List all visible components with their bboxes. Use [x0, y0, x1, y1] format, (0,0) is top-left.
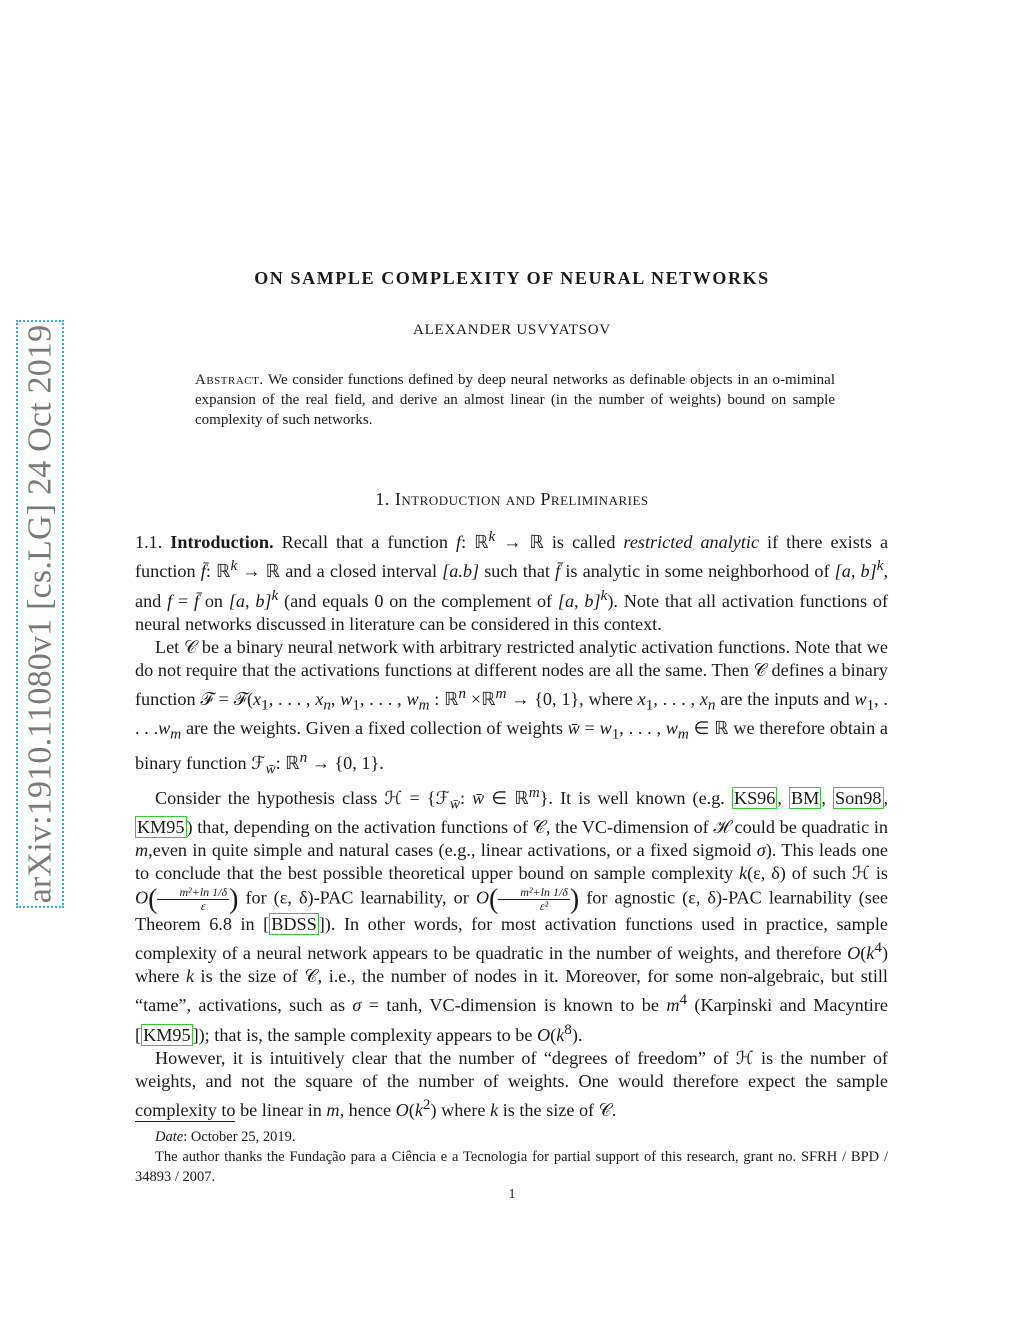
text-run: on — [199, 590, 229, 611]
text-run: → ℝ and a closed interval — [237, 561, 443, 582]
math-sub: 1 — [261, 697, 269, 715]
math-sup: k — [230, 557, 238, 575]
citation-link[interactable]: KM95 — [137, 816, 185, 837]
abstract-text: We consider functions defined by deep neural networks as definable objects in an o-miminal expansion of the real field, and derive an almost linear (in the number of weights) bound on sample complexity of such networks. — [195, 372, 835, 428]
math: k — [866, 942, 875, 963]
math: m — [326, 1100, 340, 1121]
text-run: ∈ ℝ we therefore obtain a binary function ℱ — [135, 718, 889, 774]
text-run: , — [330, 689, 341, 710]
text-run: ) that, depending on the activation functions of 𝒞, the VC-dimension of ℋ could be quadratic in — [186, 816, 888, 837]
text-run: (ε, δ) — [747, 863, 786, 884]
section-title: 1. Introduction and Preliminaries — [375, 489, 649, 509]
text-run: ) where — [135, 942, 888, 987]
date-label: Date — [155, 1129, 184, 1145]
math: O — [135, 887, 149, 908]
math: O — [475, 887, 489, 908]
text-run: ( — [550, 1024, 557, 1045]
text-run: where — [583, 689, 638, 710]
math: w̄ — [567, 718, 580, 739]
math: m — [666, 995, 680, 1016]
text-run: , — [883, 788, 889, 809]
subsection-number: 1.1. — [135, 532, 163, 553]
fraction — [498, 886, 570, 913]
fraction-denominator: ε — [200, 898, 206, 913]
right-paren: ) — [569, 883, 580, 915]
math-sup: n — [458, 685, 467, 703]
paper-title: ON SAMPLE COMPLEXITY OF NEURAL NETWORKS — [254, 268, 770, 288]
text-run: (Karpinski and Macyntire [ — [135, 995, 888, 1045]
math: f̄ — [193, 590, 200, 611]
text-run: → {0, 1}, — [506, 689, 584, 710]
paragraph-1 — [135, 525, 888, 636]
text-run: = — [172, 590, 194, 611]
paragraph-4 — [135, 1047, 888, 1123]
text-run: , . . . , — [268, 689, 316, 710]
footnote-rule — [135, 1121, 235, 1122]
left-paren: ( — [148, 883, 158, 915]
math: w — [406, 689, 419, 710]
math: m — [135, 840, 149, 861]
text-run: ]). In other words, for most activation functions used in practice, sample complexity of a neural network appears to be quadratic in the number of weights, and therefore — [135, 913, 888, 963]
text-run: for (ε, δ)-PAC learnability, or — [238, 887, 476, 908]
math: x — [253, 689, 262, 710]
fraction-numerator: m²+ln 1/δ — [157, 886, 229, 900]
arxiv-id: arXiv:1910.11080v1 [cs.LG] 24 Oct 2019 — [21, 324, 59, 904]
math: x — [637, 689, 646, 710]
math: k — [490, 1100, 499, 1121]
text-run: is the size of 𝒞, i.e., the number of nodes in it. Moreover, for some non-algebraic, but still “tame”, activations, such as — [135, 966, 888, 1016]
citation-link[interactable]: KM95 — [143, 1024, 191, 1045]
text-run: ( — [408, 1100, 415, 1121]
footnotes — [135, 1127, 888, 1187]
math: O — [395, 1100, 409, 1121]
citation-link[interactable]: Son98 — [835, 788, 882, 809]
abstract — [195, 370, 835, 430]
text-run: , . . . , — [359, 689, 407, 710]
citation-link[interactable]: BDSS — [271, 913, 317, 934]
fraction — [157, 886, 229, 913]
text-run: ( — [860, 942, 867, 963]
text-run: → {0, 1}. — [307, 753, 384, 774]
text-run: are the weights. Given a fixed collection of weights — [181, 718, 568, 739]
math: w — [158, 718, 171, 739]
text-run: such that — [479, 561, 556, 582]
math-sub: w̄ — [449, 795, 460, 813]
text-run: : ℝ — [205, 561, 231, 582]
math-sub: 1 — [352, 697, 360, 715]
math: w — [599, 718, 612, 739]
text-run: ). This leads one to conclude that the best possible theoretical upper bound on sample complexity — [135, 840, 888, 884]
text-run: ∈ ℝ — [484, 788, 529, 809]
math: w — [665, 718, 678, 739]
math-sup: k — [488, 528, 496, 545]
text-run: , . . . , — [619, 718, 666, 739]
text-run: ). — [571, 1024, 583, 1045]
text-run: : ℝ — [429, 689, 459, 710]
math-sub: m — [170, 725, 182, 743]
math: k — [739, 863, 748, 884]
math-sup: 4 — [679, 991, 688, 1009]
citation-link[interactable]: BM — [791, 788, 820, 809]
math-sub: 1 — [645, 697, 654, 715]
abstract-label: Abstract. — [195, 372, 264, 388]
text-run: : ℝ — [461, 532, 489, 553]
text-run: , . . . . — [135, 689, 888, 739]
subsection-title: Introduction. — [170, 532, 274, 553]
math: O — [847, 942, 861, 963]
text-run: = tanh, VC-dimension is known to be — [361, 995, 667, 1016]
math: σ — [756, 840, 766, 861]
math-sub: w̄ — [265, 760, 276, 778]
text-run: , — [821, 788, 833, 809]
math-sub: m — [418, 697, 430, 715]
right-paren: ) — [229, 883, 239, 915]
text-run: However, it is intuitively clear that the number of “degrees of freedom” of ℋ is the number of weights, and not the square of the number of weights. One would therefore expect the sample complexity to be linear in — [135, 1047, 888, 1121]
math-sub: n — [707, 697, 716, 715]
author-name: ALEXANDER USVYATSOV — [412, 322, 612, 338]
math-sup: m — [495, 685, 507, 703]
math-sup: 2 — [422, 1096, 431, 1114]
math: w̄ — [472, 788, 485, 809]
math: k — [556, 1024, 565, 1045]
math-sub: 1 — [866, 697, 875, 715]
text-run: , hence — [339, 1100, 396, 1121]
math: [a, b] — [834, 561, 877, 582]
math-sup: k — [600, 586, 608, 604]
text-run: → ℝ is called — [495, 532, 624, 553]
math: O — [537, 1024, 551, 1045]
text-run: : — [460, 788, 473, 809]
text-run: ) where — [430, 1100, 491, 1121]
paragraph-3 — [135, 781, 888, 1047]
text-run: ,even in quite simple and natural cases (e.g., linear activations, or a fixed sigmoid — [148, 840, 757, 861]
text-run: Consider the hypothesis class ℋ = {ℱ — [155, 788, 450, 809]
math: [a.b] — [442, 561, 480, 582]
math-sub: n — [323, 697, 331, 715]
text-run: is analytic in some neighborhood of — [560, 561, 835, 582]
text-run: Recall that a function — [281, 532, 456, 553]
math: k — [414, 1100, 423, 1121]
text-run: ×ℝ — [466, 689, 496, 710]
math-sup: 4 — [874, 938, 882, 956]
math: w — [340, 689, 353, 710]
footnote-date — [135, 1127, 888, 1147]
fraction-numerator: m²+ln 1/δ — [498, 886, 570, 900]
page-number: 1 — [508, 1187, 516, 1202]
text-run: }. It is well known (e.g. — [539, 788, 732, 809]
text-run: of such ℋ is — [785, 863, 889, 884]
text-run: Let 𝒞 be a binary neural network with arbitrary restricted analytic activation functions. Note that we do not require that the activations functions at different nodes are all the same. Then 𝒞 defines a binary function ℱ = ℱ( — [135, 637, 888, 710]
text-run: if there exists a function — [135, 532, 889, 582]
citation-link[interactable]: KS96 — [733, 788, 776, 809]
text-run: , — [777, 788, 790, 809]
left-paren: ( — [488, 883, 499, 915]
math-sub: m — [677, 725, 689, 743]
math: [a, b] — [228, 590, 272, 611]
math: f — [456, 532, 462, 553]
math: σ — [352, 995, 362, 1016]
math-sup: k — [271, 586, 279, 604]
emph: restricted analytic — [623, 532, 760, 553]
text-run: are the inputs and — [715, 689, 855, 710]
math: w — [854, 689, 867, 710]
arxiv-stamp — [16, 320, 64, 908]
body-text — [135, 525, 888, 1122]
text-run: is the size of 𝒞. — [498, 1100, 617, 1121]
math-sup: m — [528, 784, 540, 802]
text-run: = — [579, 718, 600, 739]
math-sup: k — [876, 557, 884, 575]
text-run: (and equals 0 on the complement of — [278, 590, 558, 611]
text-run: : ℝ — [275, 753, 300, 774]
math-sub: 1 — [611, 725, 620, 743]
footnote-thanks: The author thanks the Fundação para a Ciência e a Tecnologia for partial support of this research, grant no. SFRH / BPD / 34893 / 2007. — [135, 1149, 888, 1185]
text-run: , and — [135, 561, 888, 611]
text-run: ). Note that all activation functions of neural networks discussed in literature can be considered in this context. — [135, 590, 889, 634]
math-sup: 8 — [564, 1020, 572, 1038]
math: x — [699, 689, 708, 710]
math: [a, b] — [557, 590, 601, 611]
date-value: : October 25, 2019. — [183, 1129, 296, 1145]
math: f̄ — [200, 561, 206, 582]
paragraph-2 — [135, 636, 888, 781]
text-run: ]); that is, the sample complexity appears to be — [192, 1024, 538, 1045]
math: x — [315, 689, 324, 710]
math-sup: n — [299, 749, 308, 767]
math: f — [167, 590, 173, 611]
text-run: , . . . , — [653, 689, 700, 710]
math: f̄ — [555, 561, 561, 582]
text-run: for agnostic (ε, δ)-PAC learnability (see Theorem 6.8 in [ — [135, 887, 888, 934]
math: k — [185, 966, 195, 987]
fraction-denominator: ε² — [539, 898, 549, 913]
